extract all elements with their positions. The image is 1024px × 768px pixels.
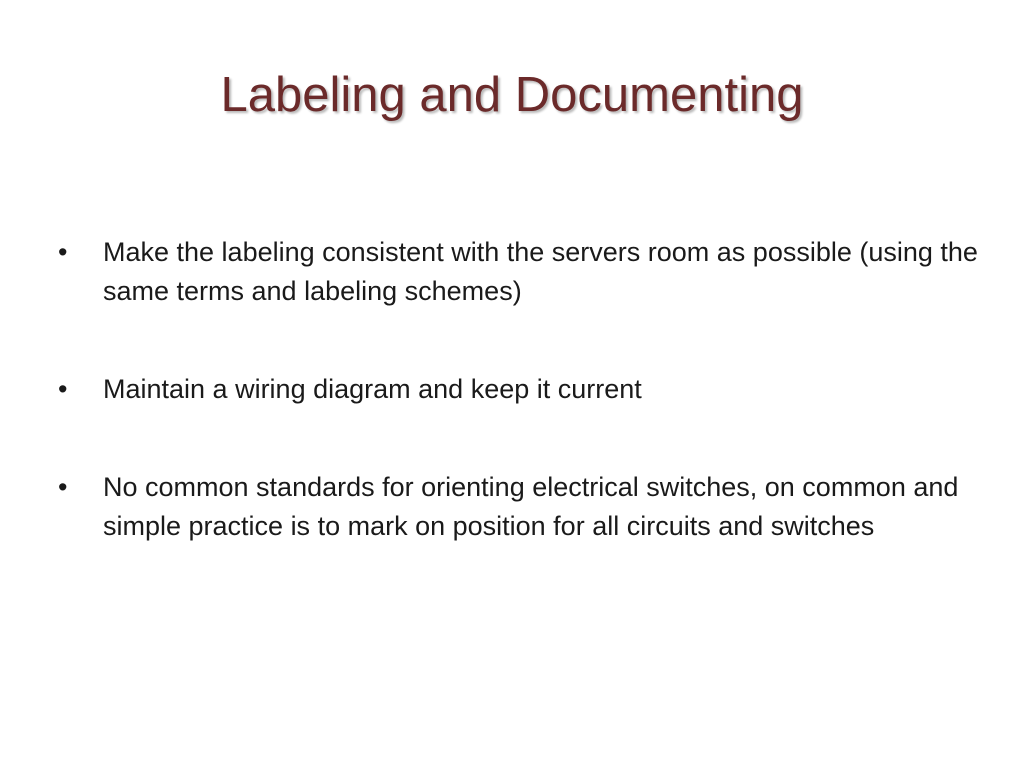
bullet-list <box>56 233 980 605</box>
bullet-item <box>56 468 980 546</box>
bullet-text: Make the labeling consistent with the servers room as possible (using the same terms and labeling schemes) <box>103 237 978 306</box>
bullet-text: Maintain a wiring diagram and keep it current <box>103 374 642 404</box>
bullet-icon: • <box>58 374 68 404</box>
slide-title: Labeling and Documenting <box>220 68 804 122</box>
bullet-icon: • <box>58 237 68 267</box>
bullet-item <box>56 233 980 311</box>
bullet-icon: • <box>58 472 68 502</box>
bullet-text: No common standards for orienting electrical switches, on common and simple practice is to mark on position for all circuits and switches <box>103 472 959 541</box>
bullet-item <box>56 370 980 409</box>
